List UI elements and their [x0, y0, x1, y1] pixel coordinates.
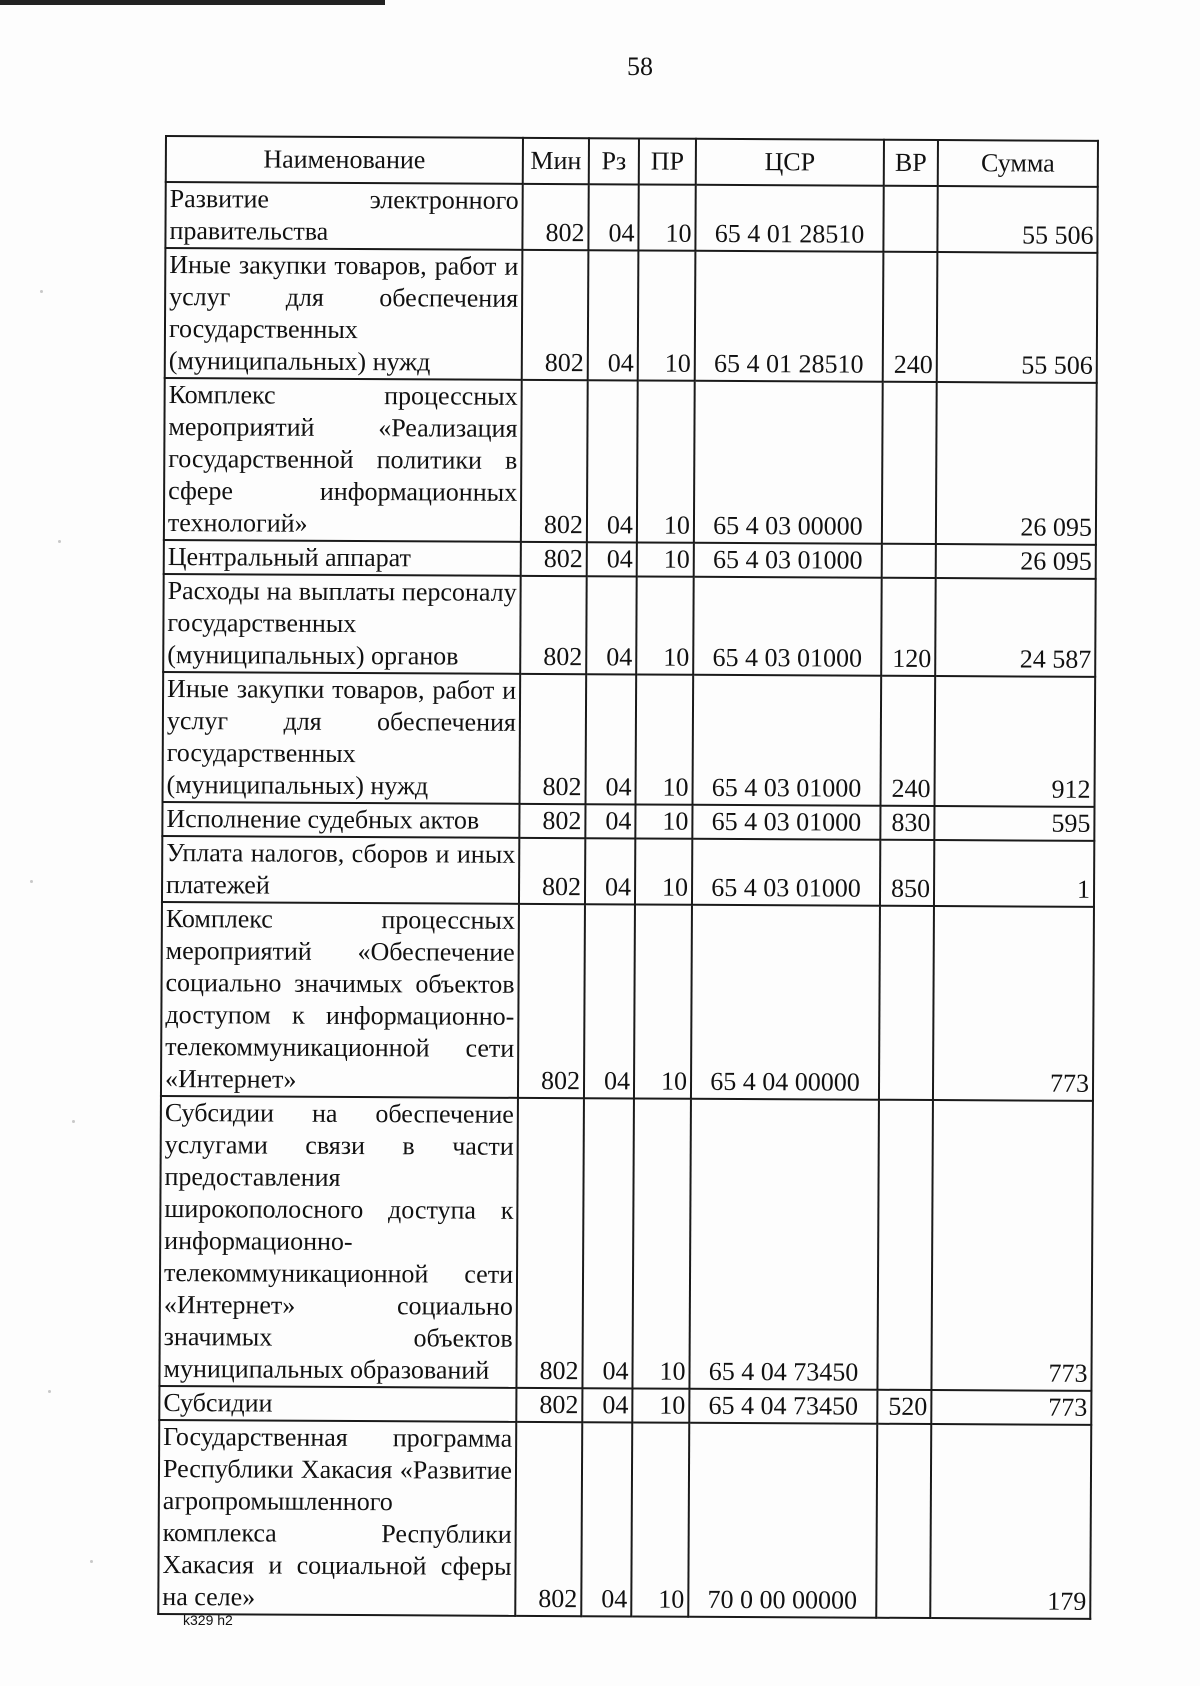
scan-speck	[30, 880, 33, 883]
scan-speck	[40, 290, 43, 293]
table-row	[161, 902, 1094, 1101]
row-vr	[879, 906, 934, 1100]
row-pr: 10	[634, 904, 692, 1098]
header-name: Наименование	[166, 136, 523, 184]
row-csr: 65 4 03 00000	[694, 381, 883, 544]
row-vr	[883, 186, 937, 252]
row-rz: 04	[588, 250, 639, 380]
row-sum: 595	[934, 806, 1094, 841]
row-min: 802	[518, 904, 585, 1098]
row-name: Расходы на выплаты персоналу государственных (муниципальных) органов	[163, 574, 521, 674]
header-vr: ВР	[884, 140, 938, 186]
table-row	[162, 836, 1094, 907]
row-vr: 830	[880, 806, 934, 840]
table-row	[162, 802, 1094, 841]
table-row	[159, 1096, 1093, 1391]
row-min: 802	[522, 250, 589, 380]
row-name: Уплата налогов, сборов и иных платежей	[162, 836, 519, 904]
table-row	[163, 672, 1096, 807]
row-name: Субсидии на обеспечение услугами связи в части предоставления широкополосного доступа к информационно-телекоммуникационной сети «Интернет» социально значимых объектов муниципальных образований	[159, 1096, 518, 1388]
row-csr: 65 4 03 01000	[692, 805, 880, 840]
budget-table	[157, 135, 1099, 1620]
row-rz: 04	[587, 380, 638, 542]
row-pr: 10	[636, 576, 694, 674]
row-csr: 65 4 04 00000	[691, 905, 880, 1100]
row-vr: 240	[883, 252, 938, 382]
table-row	[158, 1420, 1091, 1619]
row-pr: 10	[637, 380, 695, 542]
row-name: Исполнение судебных актов	[162, 802, 519, 838]
row-csr: 65 4 01 28510	[695, 251, 884, 382]
row-rz: 04	[585, 804, 635, 838]
row-csr: 65 4 01 28510	[695, 185, 883, 252]
header-sum: Сумма	[938, 140, 1098, 187]
header-pr: ПР	[639, 138, 696, 184]
row-name: Развитие электронного правительства	[165, 182, 522, 250]
header-csr: ЦСР	[696, 139, 884, 186]
row-min: 802	[519, 804, 585, 838]
scan-speck	[90, 1560, 93, 1563]
row-sum: 26 095	[936, 544, 1096, 579]
row-sum: 773	[931, 1100, 1093, 1391]
row-name: Комплекс процессных мероприятий «Реализация государственной политики в сфере информационных технологий»	[164, 378, 522, 542]
row-sum: 55 506	[937, 186, 1097, 253]
row-vr	[882, 544, 936, 578]
row-min: 802	[520, 674, 587, 804]
row-vr	[882, 382, 937, 544]
row-vr	[877, 1100, 933, 1390]
row-min: 802	[516, 1098, 584, 1388]
row-rz: 04	[587, 542, 637, 576]
page-number: 58	[627, 52, 653, 81]
row-rz: 04	[585, 838, 635, 904]
row-sum: 1	[934, 840, 1094, 907]
scan-speck	[72, 1120, 75, 1123]
row-sum: 24 587	[935, 578, 1096, 677]
row-pr: 10	[636, 674, 694, 804]
row-name: Иные закупки товаров, работ и услуг для обеспечения государственных (муниципальных) нужд	[163, 672, 521, 804]
table-row	[164, 378, 1097, 545]
row-rz: 04	[582, 1388, 632, 1422]
footer-document-code: k329 h2	[183, 1612, 233, 1628]
row-name: Субсидии	[159, 1386, 516, 1422]
row-csr: 65 4 03 01000	[693, 675, 882, 806]
table-row	[159, 1386, 1091, 1425]
row-name: Государственная программа Республики Хакасия «Развитие агропромышленного комплекса Республики Хакасия и социальной сферы на селе»	[158, 1420, 516, 1616]
row-min: 802	[516, 1388, 582, 1422]
row-csr: 70 0 00 00000	[688, 1423, 877, 1618]
row-sum: 55 506	[937, 252, 1098, 383]
row-pr: 10	[632, 1098, 691, 1388]
row-csr: 65 4 03 01000	[694, 543, 882, 578]
row-sum: 179	[930, 1424, 1091, 1619]
header-rz: Рз	[589, 138, 639, 184]
table-header-row	[166, 136, 1098, 187]
row-sum: 773	[933, 906, 1094, 1101]
row-csr: 65 4 04 73450	[689, 1389, 877, 1424]
row-pr: 10	[635, 804, 692, 838]
row-name: Комплекс процессных мероприятий «Обеспечение социально значимых объектов доступом к информационно-телекоммуникационной сети «Интернет»	[161, 902, 519, 1098]
row-rz: 04	[581, 1422, 632, 1616]
row-min: 802	[520, 576, 587, 674]
row-vr: 520	[877, 1390, 931, 1424]
row-pr: 10	[638, 184, 695, 250]
row-rz: 04	[588, 184, 638, 250]
row-min: 802	[522, 184, 588, 250]
table-row	[164, 540, 1096, 579]
row-min: 802	[519, 838, 585, 904]
header-min: Мин	[523, 138, 589, 184]
row-csr: 65 4 03 01000	[692, 839, 880, 906]
row-csr: 65 4 03 01000	[693, 577, 882, 676]
table-row	[163, 574, 1096, 677]
row-min: 802	[521, 380, 588, 542]
row-vr: 120	[881, 578, 936, 676]
row-sum: 26 095	[936, 382, 1097, 545]
row-rz: 04	[586, 674, 637, 804]
row-min: 802	[515, 1422, 582, 1616]
scan-speck	[58, 540, 61, 543]
row-name: Центральный аппарат	[164, 540, 521, 576]
row-rz: 04	[582, 1098, 634, 1388]
top-rule	[0, 0, 385, 5]
row-rz: 04	[584, 904, 635, 1098]
table-row	[165, 248, 1098, 383]
row-pr: 10	[637, 542, 694, 576]
row-min: 802	[521, 542, 587, 576]
row-pr: 10	[638, 250, 696, 380]
row-vr	[876, 1424, 931, 1618]
table-row	[165, 182, 1097, 253]
row-vr: 850	[880, 840, 934, 906]
row-sum: 773	[931, 1390, 1091, 1425]
scan-speck	[48, 1390, 51, 1393]
row-rz: 04	[586, 576, 637, 674]
row-sum: 912	[934, 676, 1095, 807]
row-csr: 65 4 04 73450	[689, 1099, 879, 1390]
row-vr: 240	[880, 676, 935, 806]
row-pr: 10	[632, 1388, 689, 1422]
row-pr: 10	[635, 838, 692, 904]
row-name: Иные закупки товаров, работ и услуг для обеспечения государственных (муниципальных) нужд	[165, 248, 523, 380]
row-pr: 10	[631, 1422, 689, 1616]
